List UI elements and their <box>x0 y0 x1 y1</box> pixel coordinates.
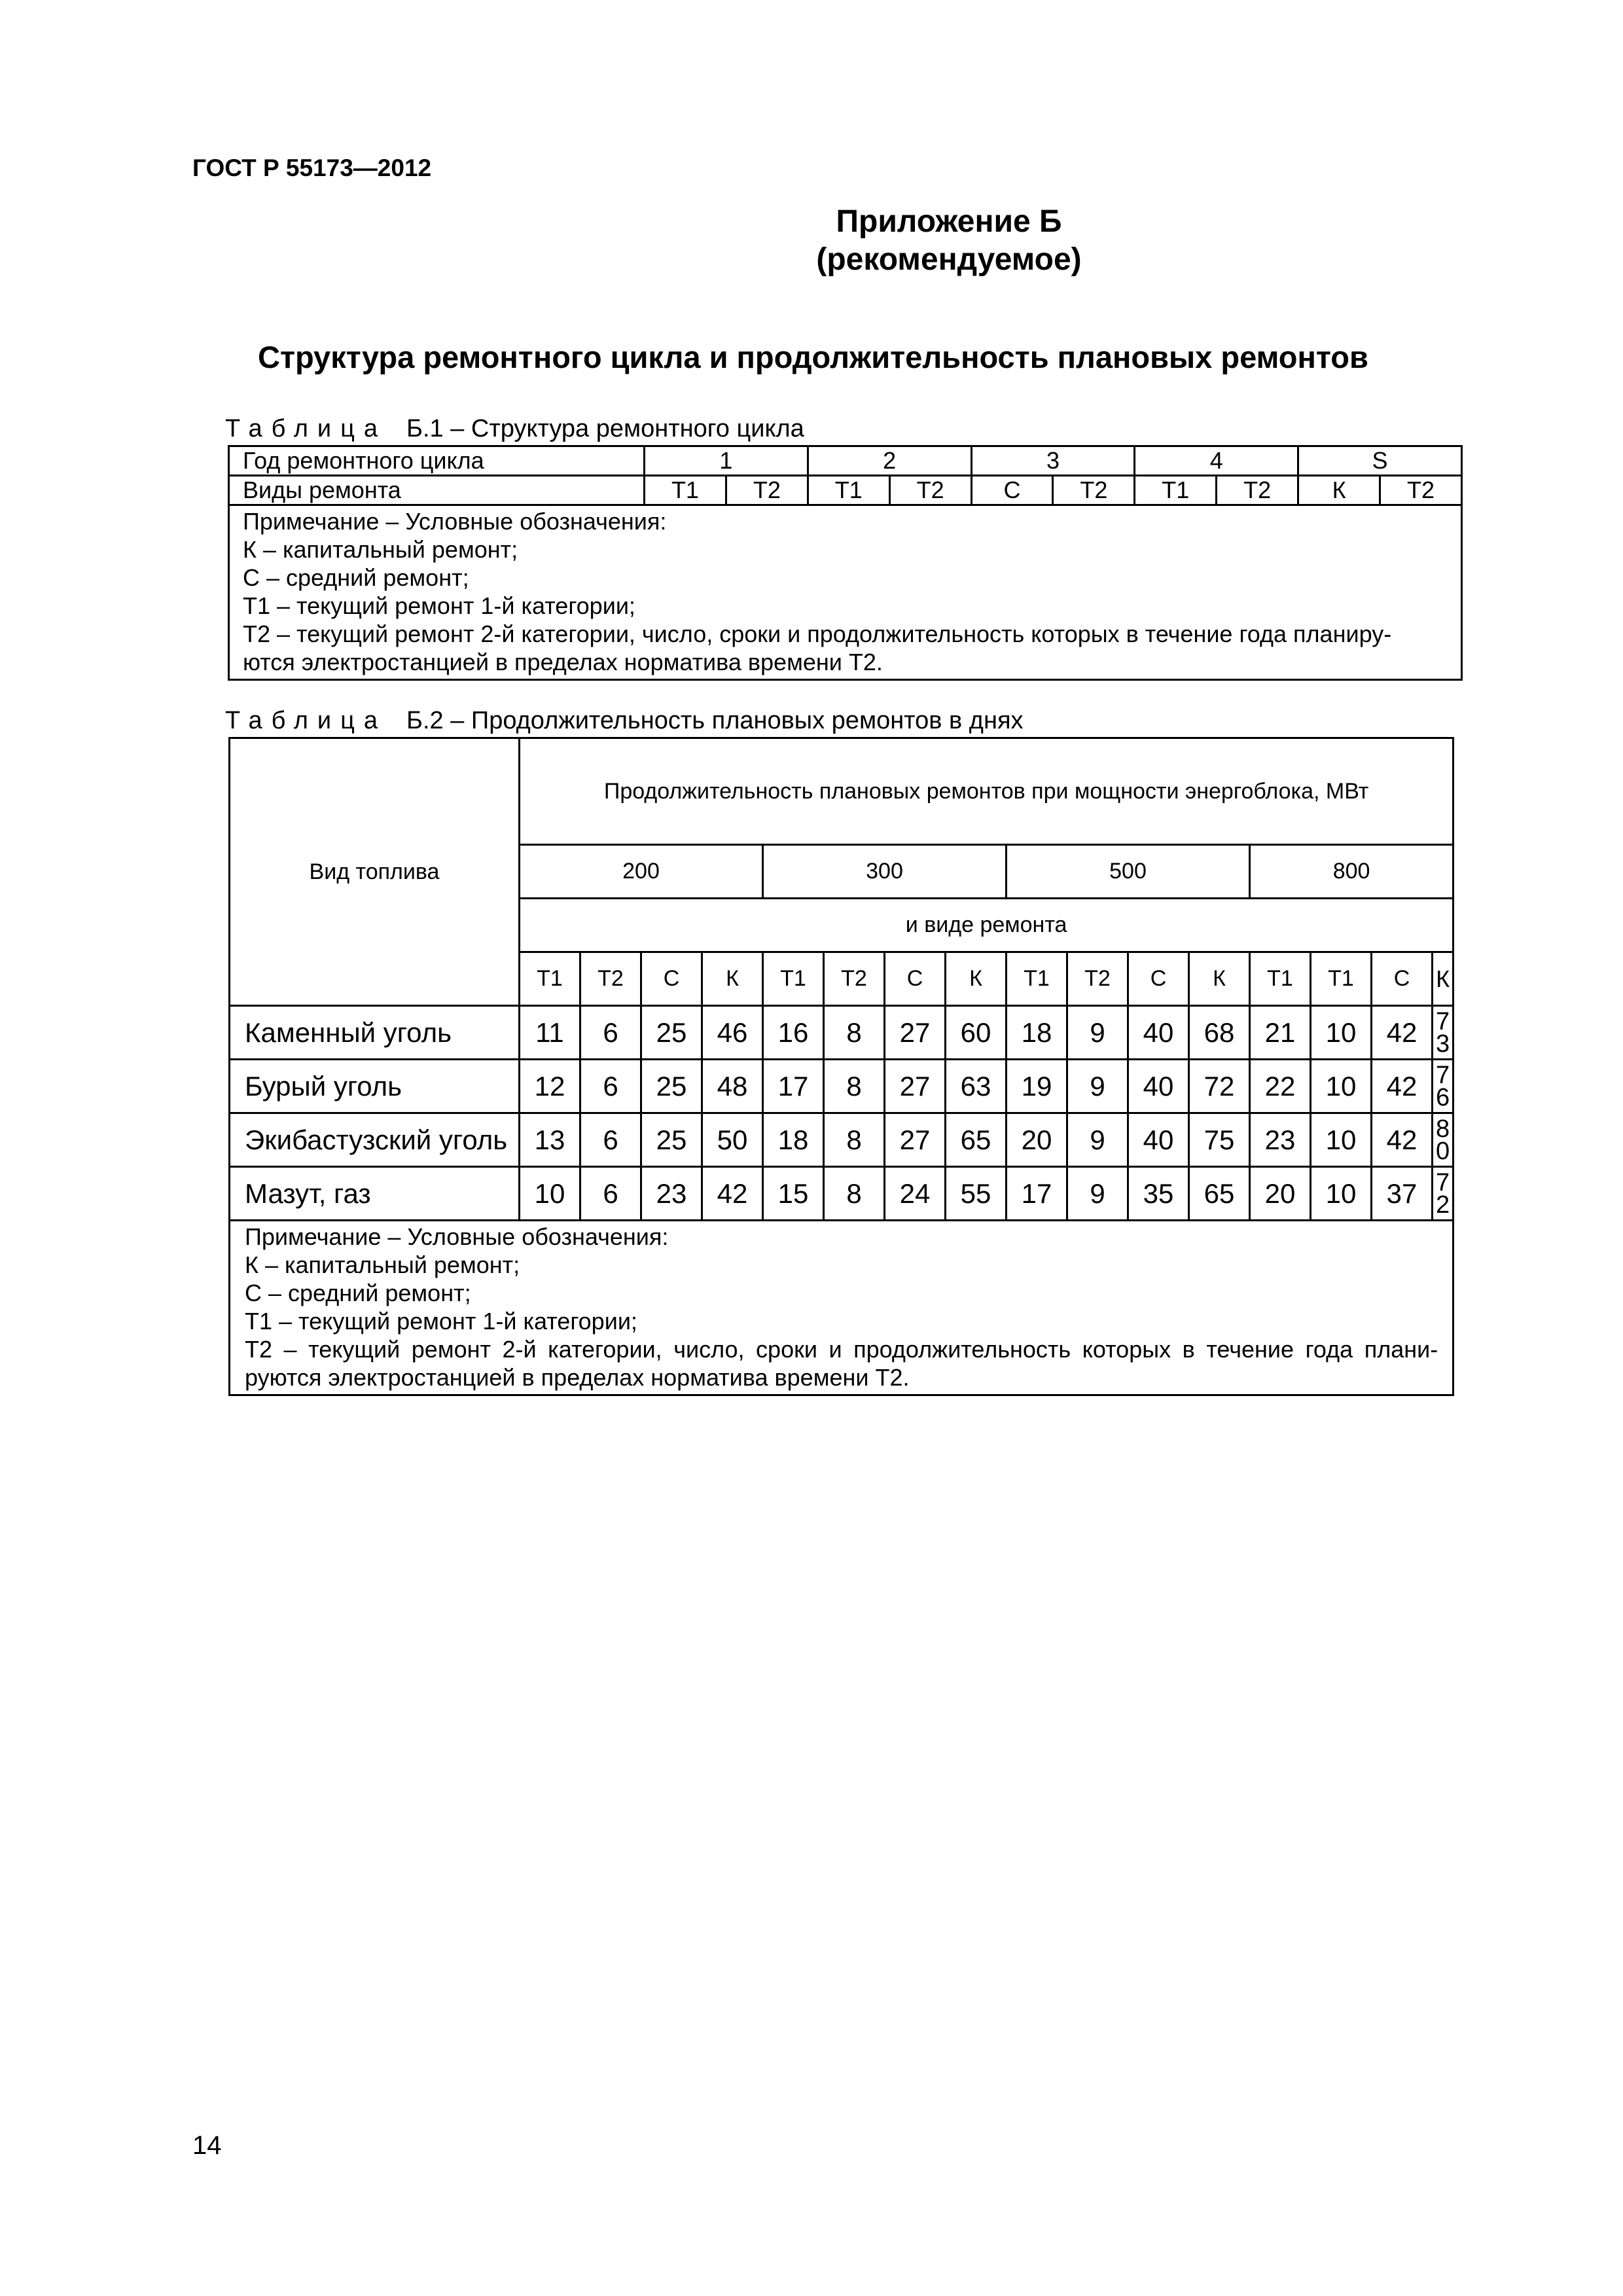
repair-kind-header: и виде ремонта <box>520 899 1454 952</box>
repair-kind-cell: Т1 <box>763 952 824 1006</box>
repair-kind-cell: С <box>885 952 946 1006</box>
table-row <box>230 1113 1454 1167</box>
note-line: Примечание – Условные обозначения: <box>245 1223 669 1250</box>
note-line: ются электростанцией в пределах норматива времени Т2. <box>243 649 883 675</box>
table1-year-cell: 1 <box>645 446 808 476</box>
document-code: ГОСТ Р 55173—2012 <box>192 154 432 181</box>
power-cell: 300 <box>763 845 1007 899</box>
duration-value-cell: 27 <box>885 1113 946 1167</box>
duration-value-cell <box>1433 1167 1454 1221</box>
table2-caption-word: Таблица <box>225 707 387 734</box>
table1-year-row <box>229 446 1462 476</box>
duration-value-cell: 21 <box>1250 1006 1311 1060</box>
duration-value-cell: 10 <box>1311 1113 1372 1167</box>
duration-value-cell: 22 <box>1250 1060 1311 1113</box>
fuel-name-cell: Каменный уголь <box>230 1006 520 1060</box>
duration-value-cell: 42 <box>1372 1113 1433 1167</box>
duration-value-cell: 8 <box>824 1006 885 1060</box>
table2-note <box>230 1221 1454 1395</box>
table1-kind-cell: С <box>971 476 1053 505</box>
repair-kind-cell: К <box>1189 952 1250 1006</box>
duration-value-cell: 8 <box>824 1167 885 1221</box>
duration-value-cell: 10 <box>1311 1060 1372 1113</box>
duration-value-cell: 23 <box>641 1167 702 1221</box>
table2-data-rows <box>230 1006 1454 1221</box>
duration-value: 73 <box>1436 1007 1450 1058</box>
repair-kind-cell: К <box>1433 952 1454 1006</box>
fuel-name-cell: Мазут, газ <box>230 1167 520 1221</box>
duration-value-cell: 40 <box>1128 1060 1189 1113</box>
duration-value-cell: 10 <box>520 1167 580 1221</box>
repair-cycle-table <box>228 445 1463 681</box>
repair-kind-cell: Т1 <box>1250 952 1311 1006</box>
duration-value-cell: 24 <box>885 1167 946 1221</box>
duration-value-cell: 65 <box>946 1113 1007 1167</box>
duration-value-cell: 8 <box>824 1113 885 1167</box>
repair-kind-cell: Т1 <box>1007 952 1067 1006</box>
duration-value-cell: 60 <box>946 1006 1007 1060</box>
table1-year-cell: S <box>1298 446 1462 476</box>
note-line: К – капитальный ремонт; <box>243 536 518 563</box>
duration-value-cell: 8 <box>824 1060 885 1113</box>
duration-value-cell <box>1433 1060 1454 1113</box>
power-cell: 800 <box>1250 845 1454 899</box>
note-line: Т2 – текущий ремонт 2-й категории, число, сроки и продолжительность которых в течение года планиру- <box>243 620 1392 647</box>
duration-value-cell: 6 <box>580 1113 641 1167</box>
duration-value-cell: 9 <box>1067 1167 1128 1221</box>
table-row <box>230 1060 1454 1113</box>
repair-kind-cell: С <box>1372 952 1433 1006</box>
fuel-name-cell: Экибастузский уголь <box>230 1113 520 1167</box>
duration-value-cell: 40 <box>1128 1006 1189 1060</box>
duration-value-cell: 10 <box>1311 1167 1372 1221</box>
duration-value-cell: 37 <box>1372 1167 1433 1221</box>
repair-kind-cell: С <box>1128 952 1189 1006</box>
duration-value-cell: 63 <box>946 1060 1007 1113</box>
table1-caption <box>225 415 804 443</box>
duration-value-cell: 35 <box>1128 1167 1189 1221</box>
table1-note <box>229 505 1462 680</box>
duration-value: 76 <box>1436 1061 1450 1111</box>
note-line: Т2 – текущий ремонт 2-й категории, число, сроки и продолжительность которых в течение года плани- <box>245 1336 1438 1363</box>
duration-value-cell: 75 <box>1189 1113 1250 1167</box>
duration-value-cell: 55 <box>946 1167 1007 1221</box>
duration-value-cell: 6 <box>580 1060 641 1113</box>
duration-value-cell: 9 <box>1067 1060 1128 1113</box>
duration-value-cell: 48 <box>702 1060 763 1113</box>
table1-year-cell: 3 <box>971 446 1135 476</box>
table1-kind-cell: Т1 <box>1135 476 1217 505</box>
duration-value-cell: 10 <box>1311 1006 1372 1060</box>
duration-value-cell: 25 <box>641 1060 702 1113</box>
duration-value-cell: 20 <box>1250 1167 1311 1221</box>
duration-value-cell: 12 <box>520 1060 580 1113</box>
table2-caption <box>225 707 1024 735</box>
duration-value-cell: 65 <box>1189 1167 1250 1221</box>
duration-value: 72 <box>1436 1168 1450 1219</box>
note-line: Т1 – текущий ремонт 1-й категории; <box>245 1308 637 1335</box>
repair-kind-cell: К <box>946 952 1007 1006</box>
table1-kind-label: Виды ремонта <box>229 476 645 505</box>
duration-value-cell: 16 <box>763 1006 824 1060</box>
power-cell: 200 <box>520 845 763 899</box>
duration-header: Продолжительность плановых ремонтов при мощности энергоблока, МВт <box>520 738 1454 845</box>
repair-kind-cell: К <box>702 952 763 1006</box>
duration-value-cell: 68 <box>1189 1006 1250 1060</box>
repair-kind-cell: Т2 <box>580 952 641 1006</box>
duration-value-cell: 27 <box>885 1060 946 1113</box>
duration-value-cell: 15 <box>763 1167 824 1221</box>
repair-kind-cell: Т2 <box>1067 952 1128 1006</box>
duration-value-cell <box>1433 1006 1454 1060</box>
duration-value-cell: 17 <box>763 1060 824 1113</box>
duration-value-cell: 17 <box>1007 1167 1067 1221</box>
note-line: Примечание – Условные обозначения: <box>243 508 667 535</box>
section-heading: Структура ремонтного цикла и продолжительность плановых ремонтов <box>258 340 1368 374</box>
duration-value-cell: 42 <box>1372 1006 1433 1060</box>
duration-value-cell: 19 <box>1007 1060 1067 1113</box>
table1-kind-cell: К <box>1298 476 1380 505</box>
table2-note-row <box>230 1221 1454 1395</box>
duration-value-cell <box>1433 1113 1454 1167</box>
table1-caption-text: Б.1 – Структура ремонтного цикла <box>406 415 804 442</box>
duration-value-cell: 72 <box>1189 1060 1250 1113</box>
duration-value-cell: 6 <box>580 1167 641 1221</box>
duration-value-cell: 13 <box>520 1113 580 1167</box>
note-line: С – средний ремонт; <box>245 1280 471 1306</box>
table-row <box>230 1167 1454 1221</box>
table1-kind-cell: Т1 <box>808 476 889 505</box>
duration-value-cell: 27 <box>885 1006 946 1060</box>
note-line: Т1 – текущий ремонт 1-й категории; <box>243 592 635 619</box>
repair-kind-cell: Т1 <box>1311 952 1372 1006</box>
power-cell: 500 <box>1007 845 1250 899</box>
annex-title: Приложение Б <box>836 204 1062 239</box>
table1-kind-cell: Т2 <box>726 476 808 505</box>
repair-kind-cell: С <box>641 952 702 1006</box>
repair-kind-cell: Т1 <box>520 952 580 1006</box>
note-line: С – средний ремонт; <box>243 564 469 591</box>
annex-title-block <box>0 203 1623 279</box>
table2-caption-text: Б.2 – Продолжительность плановых ремонтов в днях <box>406 707 1024 734</box>
duration-value-cell: 6 <box>580 1006 641 1060</box>
repair-kind-cell: Т2 <box>824 952 885 1006</box>
duration-value-cell: 46 <box>702 1006 763 1060</box>
fuel-type-header: Вид топлива <box>230 738 520 1006</box>
page-number: 14 <box>192 2131 222 2160</box>
note-line: К – капитальный ремонт; <box>245 1251 520 1278</box>
repair-duration-table <box>228 737 1454 1396</box>
duration-value-cell: 11 <box>520 1006 580 1060</box>
duration-value-cell: 25 <box>641 1006 702 1060</box>
table1-year-label: Год ремонтного цикла <box>229 446 645 476</box>
duration-value-cell: 20 <box>1007 1113 1067 1167</box>
duration-value-cell: 25 <box>641 1113 702 1167</box>
table1-year-cell: 4 <box>1135 446 1298 476</box>
table1-kind-cell: Т2 <box>889 476 971 505</box>
fuel-name-cell: Бурый уголь <box>230 1060 520 1113</box>
duration-value-cell: 40 <box>1128 1113 1189 1167</box>
duration-value-cell: 42 <box>702 1167 763 1221</box>
duration-value-cell: 18 <box>1007 1006 1067 1060</box>
table1-kind-cell: Т2 <box>1380 476 1462 505</box>
duration-value-cell: 42 <box>1372 1060 1433 1113</box>
table2-header-row-1 <box>230 738 1454 845</box>
table1-note-row <box>229 505 1462 680</box>
duration-value-cell: 50 <box>702 1113 763 1167</box>
duration-value-cell: 9 <box>1067 1006 1128 1060</box>
duration-value-cell: 18 <box>763 1113 824 1167</box>
note-line: руются электростанцией в пределах норматива времени Т2. <box>245 1364 910 1391</box>
duration-value-cell: 23 <box>1250 1113 1311 1167</box>
table1-caption-word: Таблица <box>225 415 387 442</box>
duration-value-cell: 9 <box>1067 1113 1128 1167</box>
table1-kind-cell: Т1 <box>645 476 726 505</box>
table1-kind-row <box>229 476 1462 505</box>
table-row <box>230 1006 1454 1060</box>
annex-subtitle: (рекомендуемое) <box>816 242 1082 277</box>
table1-kind-cell: Т2 <box>1053 476 1135 505</box>
duration-value: 80 <box>1436 1115 1450 1165</box>
table1-year-cell: 2 <box>808 446 971 476</box>
table1-kind-cell: Т2 <box>1217 476 1298 505</box>
